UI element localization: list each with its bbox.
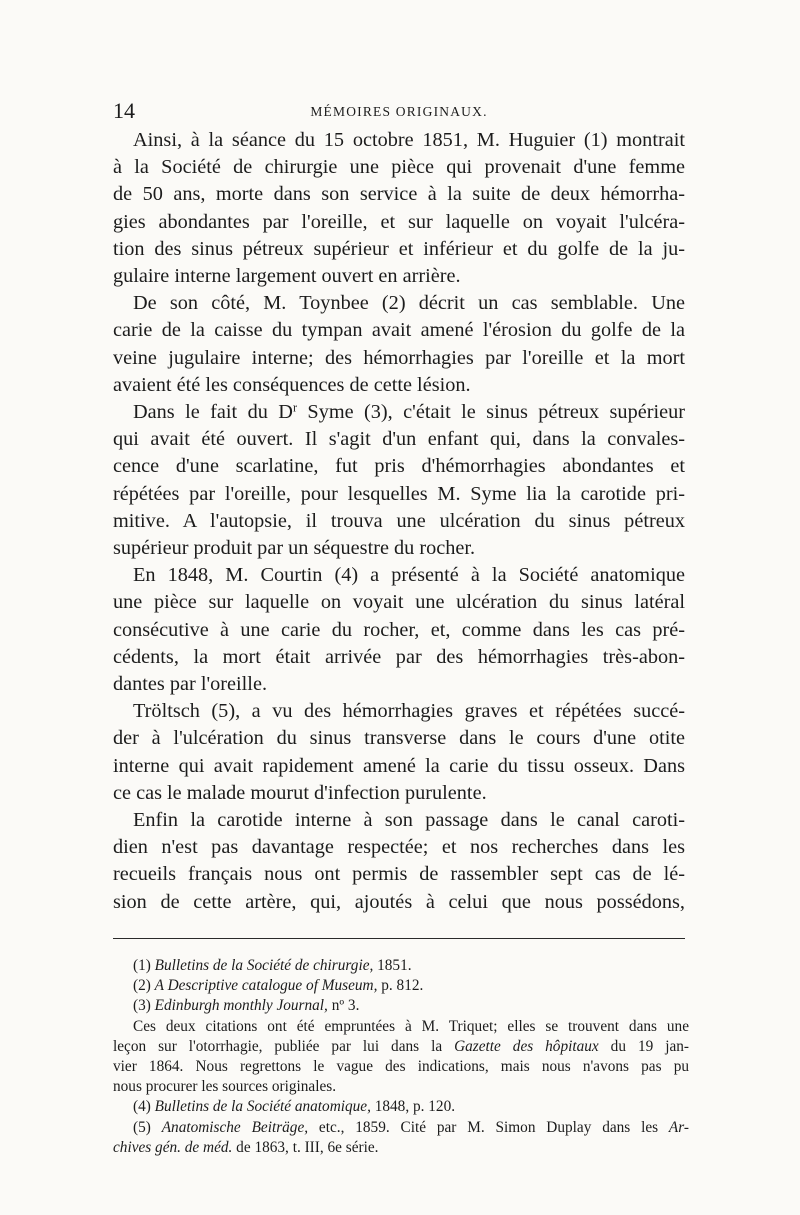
- footnote-text: 1848, p. 120.: [370, 1098, 456, 1116]
- text-line: cédents, la mort était arrivée par des hémorrhagies très-abon-: [113, 645, 685, 668]
- footnote-title: Bulletins de la Société anatomique,: [154, 1098, 371, 1116]
- footnote-text: 1851.: [373, 957, 412, 974]
- footnote-number: (3): [133, 997, 151, 1015]
- footnotes: [113, 956, 689, 1158]
- text-line: veine jugulaire interne; des hémorrhagies par l'oreille et la mort: [113, 346, 685, 369]
- text-line: Ainsi, à la séance du 15 octobre 1851, M. Huguier (1) montrait: [133, 129, 685, 151]
- footnote-text: leçon sur l'otorrhagie, publiée par lui dans la: [113, 1037, 455, 1055]
- text-line: [113, 399, 685, 426]
- footnote-5-cont: [113, 1138, 689, 1158]
- text-line: gulaire interne largement ouvert en arrière.: [113, 265, 461, 288]
- text-line: à la Société de chirurgie une pièce qui provenait d'une femme: [113, 156, 685, 179]
- text-line: cence d'une scarlatine, fut pris d'hémorrhagies abondantes et: [113, 455, 685, 478]
- running-title: MÉMOIRES ORIGINAUX.: [310, 104, 488, 119]
- footnote-title: chives gén. de méd.: [113, 1138, 233, 1156]
- footnote-number: (5): [133, 1118, 151, 1136]
- footnote-title: Edinburgh monthly Journal,: [154, 997, 328, 1015]
- footnote-1: [113, 956, 689, 976]
- footnote-text: p. 812.: [377, 977, 424, 995]
- text-line: avaient été les conséquences de cette lésion.: [113, 373, 471, 396]
- footnote-title: A Descriptive catalogue of Museum,: [154, 977, 378, 995]
- footnote-text: etc., 1859. Cité par M. Simon Duplay dans les: [308, 1118, 669, 1136]
- text-line: interne qui avait rapidement amené la carie du tissu osseux. Dans: [113, 754, 685, 777]
- footnote-4: [113, 1097, 689, 1117]
- text-line: En 1848, M. Courtin (4) a présenté à la Société anatomique: [133, 564, 685, 587]
- text-line: tion des sinus pétreux supérieur et inférieur et du golfe de la ju-: [113, 237, 685, 260]
- text-line: Tröltsch (5), a vu des hémorrhagies graves et répétées succé-: [133, 700, 685, 723]
- footnote-3: [113, 996, 689, 1016]
- text-fragment: Syme (3), c'était le sinus pétreux supérieur: [297, 401, 685, 424]
- footnote-note-line: vier 1864. Nous regrettons le vague des indications, mais nous n'avons pas pu: [113, 1058, 689, 1076]
- text-line: mitive. A l'autopsie, il trouva une ulcération du sinus pétreux: [113, 509, 685, 532]
- text-line: De son côté, M. Toynbee (2) décrit un cas semblable. Une: [133, 292, 685, 315]
- footnote-title: Anatomische Beiträge,: [161, 1118, 309, 1136]
- main-text: [113, 127, 685, 916]
- text-line: gies abondantes par l'oreille, et sur laquelle on voyait l'ulcéra-: [113, 210, 685, 233]
- footnote-title: Bulletins de la Société de chirurgie,: [154, 957, 374, 974]
- footnote-number: (2): [133, 977, 151, 995]
- footnote-title: Gazette des hôpitaux: [454, 1037, 599, 1055]
- footnote-text: nº 3.: [327, 997, 360, 1015]
- footnote-note-line: [113, 1037, 689, 1057]
- text-line: sion de cette artère, qui, ajoutés à celui que nous possédons,: [113, 890, 685, 913]
- text-line: supérieur produit par un séquestre du rocher.: [113, 537, 476, 560]
- footnote-text: du 19 jan-: [598, 1037, 689, 1055]
- text-line: consécutive à une carie du rocher, et, comme dans les cas pré-: [113, 618, 685, 641]
- text-line: recueils français nous ont permis de rassembler sept cas de lé-: [113, 863, 685, 886]
- footnote-number: (4): [133, 1098, 151, 1116]
- text-line: de 50 ans, morte dans son service à la suite de deux hémorrha-: [113, 183, 685, 206]
- text-line: Enfin la carotide interne à son passage dans le canal caroti-: [133, 809, 685, 832]
- footnote-number: (1): [133, 957, 151, 974]
- text-line: carie de la caisse du tympan avait amené l'érosion du golfe de la: [113, 319, 685, 342]
- text-line: une pièce sur laquelle on voyait une ulcération du sinus latéral: [113, 591, 685, 614]
- text-line: répétées par l'oreille, pour lesquelles M. Syme lia la carotide pri-: [113, 482, 685, 505]
- footnote-separator: [113, 938, 685, 939]
- footnote-2: [113, 976, 689, 996]
- text-line: dantes par l'oreille.: [113, 673, 268, 696]
- text-line: der à l'ulcération du sinus transverse dans le cours d'une otite: [113, 727, 685, 750]
- text-line: dien n'est pas davantage respectée; et nos recherches dans les: [113, 836, 685, 859]
- footnote-5: [113, 1118, 689, 1138]
- footnote-title: Ar-: [668, 1118, 690, 1136]
- footnote-note-line: Ces deux citations ont été empruntées à M. Triquet; elles se trouvent dans une: [133, 1017, 689, 1035]
- footnote-text: de 1863, t. III, 6e série.: [232, 1138, 379, 1156]
- page-header: [113, 98, 685, 126]
- text-line: qui avait été ouvert. Il s'agit d'un enfant qui, dans la convales-: [113, 428, 685, 451]
- page-number: 14: [113, 98, 135, 123]
- text-line: ce cas le malade mourut d'infection purulente.: [113, 781, 487, 804]
- footnote-note-line: nous procurer les sources originales.: [113, 1078, 337, 1096]
- superscript: r: [292, 400, 297, 415]
- text-fragment: Dans le fait du D: [133, 401, 293, 424]
